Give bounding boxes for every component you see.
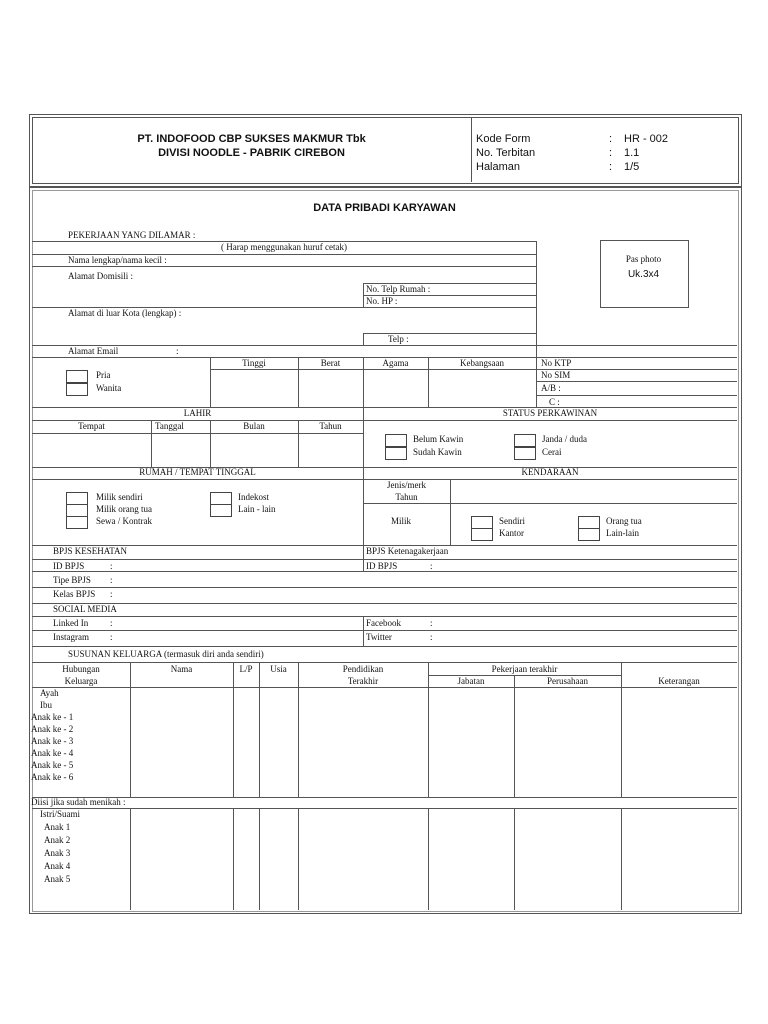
col-position: Jabatan: [457, 676, 485, 686]
vehicle-owner: Milik: [390, 516, 411, 526]
sep: :: [430, 618, 433, 628]
label-divorced: Cerai: [542, 447, 562, 457]
rule: [298, 420, 299, 467]
label-sim-c: C :: [549, 397, 560, 407]
col-education: Pendidikan: [342, 664, 384, 674]
label-facebook: Facebook: [366, 618, 401, 628]
rule: [363, 545, 364, 571]
rule: [32, 603, 737, 604]
rule: [130, 808, 131, 910]
label-bpjs-class: Kelas BPJS: [53, 589, 96, 599]
list-item: Ibu: [40, 700, 52, 710]
rule: [233, 808, 234, 910]
form-title: DATA PRIBADI KARYAWAN: [313, 202, 456, 214]
married-note: Diisi jika sudah menikah :: [31, 797, 126, 807]
list-item: Anak ke - 2: [31, 724, 74, 734]
photo-size: Uk.3x4: [627, 269, 660, 280]
label-sim-ab: A/B :: [541, 383, 561, 393]
meta-label-terbitan: No. Terbitan: [476, 147, 536, 159]
list-item: Anak ke - 4: [31, 748, 74, 758]
rule: [298, 662, 299, 797]
rule: [450, 479, 451, 545]
label-widow: Janda / duda: [542, 434, 587, 444]
label-position-applied: PEKERJAAN YANG DILAMAR :: [68, 230, 196, 240]
rule: [32, 433, 363, 434]
social-title: SOCIAL MEDIA: [53, 604, 117, 614]
birth-year: Tahun: [319, 421, 342, 431]
col-age: Usia: [270, 664, 287, 674]
label-full-name: Nama lengkap/nama kecil :: [68, 255, 167, 265]
rule: [363, 333, 364, 345]
label-email-sep: :: [176, 346, 179, 356]
meta-value-halaman: 1/5: [624, 161, 640, 173]
label-bpjs-employment-id: ID BPJS: [366, 561, 398, 571]
header-nationality: Kebangsaan: [460, 358, 504, 368]
label-vehicle-parents: Orang tua: [606, 516, 642, 526]
sep: :: [430, 632, 433, 642]
rule: [32, 571, 737, 572]
col-education: Terakhir: [347, 676, 379, 686]
rule: [514, 808, 515, 910]
meta-label-halaman: Halaman: [476, 161, 521, 173]
rule: [621, 662, 622, 797]
label-instagram: Instagram: [53, 632, 89, 642]
meta-sep: :: [609, 133, 613, 145]
label-rent: Sewa / Kontrak: [96, 516, 152, 526]
header-weight: Berat: [320, 358, 341, 368]
label-outside-address: Alamat di luar Kota (lengkap) :: [68, 308, 182, 318]
sep: :: [110, 575, 113, 585]
rule: [32, 797, 737, 798]
label-domicile: Alamat Domisili :: [68, 271, 133, 281]
vehicle-year: Tahun: [395, 492, 418, 502]
birth-date: Tanggal: [155, 421, 184, 431]
rule: [32, 687, 737, 688]
col-last-job: Pekerjaan terakhir: [491, 664, 558, 674]
col-company: Perusahaan: [547, 676, 588, 686]
label-mobile: No. HP :: [366, 296, 398, 306]
sep: :: [110, 589, 113, 599]
checkbox-married[interactable]: [385, 447, 407, 460]
rule: [210, 420, 211, 467]
checkbox-divorced[interactable]: [514, 447, 536, 460]
rule: [259, 808, 260, 910]
label-married: Sudah Kawin: [413, 447, 462, 457]
label-vehicle-other: Lain-lain: [606, 528, 639, 538]
col-relation: Keluarga: [64, 676, 98, 686]
rule: [32, 559, 737, 560]
birth-month: Bulan: [243, 421, 265, 431]
rule: [536, 357, 537, 407]
vehicle-title: KENDARAAN: [521, 467, 579, 477]
checkbox-single[interactable]: [385, 434, 407, 447]
label-bpjs-type: Tipe BPJS: [53, 575, 91, 585]
bpjs-employment-title: BPJS Ketenagakerjaan: [366, 546, 449, 556]
rule: [233, 662, 234, 797]
label-female: Wanita: [96, 383, 122, 393]
division-name: DIVISI NOODLE - PABRIK CIREBON: [158, 147, 345, 159]
list-item: Ayah: [40, 688, 59, 698]
checkbox-vehicle-other[interactable]: [578, 528, 600, 541]
checkbox-other-residence[interactable]: [210, 504, 232, 517]
label-own-house: Milik sendiri: [96, 492, 143, 502]
list-item: Anak 2: [44, 835, 71, 845]
rule: [32, 646, 737, 647]
rule: [210, 369, 737, 370]
company-name: PT. INDOFOOD CBP SUKSES MAKMUR Tbk: [137, 133, 366, 145]
rule: [363, 407, 364, 467]
rule: [32, 266, 536, 267]
rule: [428, 662, 429, 797]
residence-title: RUMAH / TEMPAT TINGGAL: [139, 467, 256, 477]
label-ktp: No KTP: [541, 358, 572, 368]
label-phone: Telp :: [388, 334, 409, 344]
rule: [32, 587, 737, 588]
rule: [363, 616, 364, 646]
sep: :: [110, 618, 113, 628]
list-item: Anak 5: [44, 874, 71, 884]
label-vehicle-self: Sendiri: [499, 516, 525, 526]
label-bpjs-health-id: ID BPJS: [53, 561, 85, 571]
rule: [621, 808, 622, 910]
family-title: SUSUNAN KELUARGA (termasuk diri anda sendiri): [68, 649, 264, 659]
header-religion: Agama: [382, 358, 409, 368]
rule: [514, 675, 515, 797]
list-item: Anak ke - 1: [31, 712, 74, 722]
list-item: Anak 3: [44, 848, 71, 858]
header-height: Tinggi: [242, 358, 266, 368]
label-male: Pria: [96, 370, 111, 380]
list-item: Anak 4: [44, 861, 71, 871]
rule: [32, 662, 737, 663]
checkbox-female[interactable]: [66, 383, 88, 396]
label-parents-house: Milik orang tua: [96, 504, 152, 514]
label-twitter: Twitter: [366, 632, 392, 642]
sep: :: [110, 632, 113, 642]
rule: [298, 808, 299, 910]
meta-label-kode-form: Kode Form: [476, 133, 531, 145]
label-email: Alamat Email: [68, 346, 119, 356]
rule: [536, 395, 737, 396]
col-relation: Hubungan: [62, 664, 100, 674]
col-sex: L/P: [239, 664, 253, 674]
rule: [536, 381, 737, 382]
rule: [151, 420, 152, 467]
meta-sep: :: [609, 161, 613, 173]
rule: [428, 808, 429, 910]
sep: :: [430, 561, 433, 571]
label-single: Belum Kawin: [413, 434, 464, 444]
col-notes: Keterangan: [658, 676, 700, 686]
list-item: Anak ke - 3: [31, 736, 74, 746]
label-linkedin: Linked In: [53, 618, 89, 628]
rule: [259, 662, 260, 797]
rule: [32, 616, 737, 617]
list-item: Anak ke - 6: [31, 772, 74, 782]
label-home-phone: No. Telp Rumah :: [366, 284, 431, 294]
checkbox-vehicle-office[interactable]: [471, 528, 493, 541]
birth-title: LAHIR: [183, 408, 212, 418]
label-vehicle-office: Kantor: [499, 528, 524, 538]
rule: [32, 630, 737, 631]
rule: [363, 503, 737, 504]
vehicle-brand: Jenis/merk: [387, 480, 426, 490]
photo-label: Pas photo: [625, 254, 662, 264]
birth-place: Tempat: [78, 421, 105, 431]
checkbox-widow[interactable]: [514, 434, 536, 447]
instruction-text: ( Harap menggunakan huruf cetak): [221, 242, 347, 252]
col-name: Nama: [170, 664, 193, 674]
meta-value-kode-form: HR - 002: [624, 133, 669, 145]
label-sim: No SIM: [541, 370, 571, 380]
checkbox-male[interactable]: [66, 370, 88, 383]
rule: [32, 808, 737, 809]
sep: :: [110, 561, 113, 571]
header-divider: [471, 117, 472, 182]
label-other-residence: Lain - lain: [238, 504, 276, 514]
bpjs-health-title: BPJS KESEHATAN: [53, 546, 128, 556]
checkbox-rent[interactable]: [66, 516, 88, 529]
meta-sep: :: [609, 147, 613, 159]
rule: [130, 662, 131, 797]
rule: [536, 241, 537, 357]
list-item: Istri/Suami: [40, 809, 80, 819]
meta-value-terbitan: 1.1: [624, 147, 640, 159]
marital-title: STATUS PERKAWINAN: [502, 408, 598, 418]
list-item: Anak 1: [44, 822, 71, 832]
label-boarding: Indekost: [238, 492, 269, 502]
list-item: Anak ke - 5: [31, 760, 74, 770]
rule: [32, 345, 737, 346]
